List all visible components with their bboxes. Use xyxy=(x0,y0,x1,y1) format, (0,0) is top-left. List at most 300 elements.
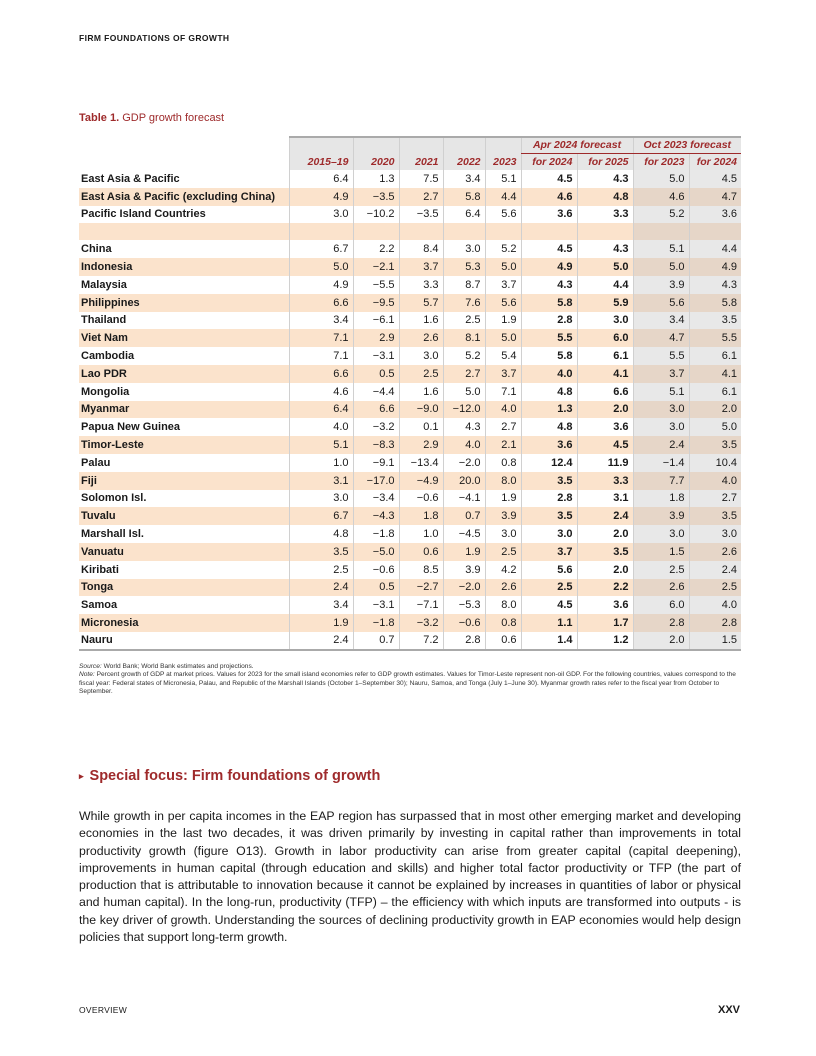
table-cell: 6.7 xyxy=(289,240,353,258)
table-cell: 4.9 xyxy=(521,258,577,276)
table-title-text: GDP growth forecast xyxy=(122,112,225,124)
table-cell: −3.2 xyxy=(399,614,443,632)
table-row xyxy=(79,383,741,401)
table-cell: 4.8 xyxy=(521,418,577,436)
table-cell: 5.0 xyxy=(485,329,521,347)
table-cell: 1.6 xyxy=(399,312,443,330)
table-cell: −4.9 xyxy=(399,472,443,490)
row-label: Nauru xyxy=(79,632,289,650)
table-cell: 4.4 xyxy=(577,276,633,294)
column-header: 2023 xyxy=(485,153,521,170)
table-cell: 4.5 xyxy=(521,170,577,188)
table-cell: 1.7 xyxy=(577,614,633,632)
table-cell: 1.4 xyxy=(521,632,577,650)
table-cell: 3.0 xyxy=(289,206,353,224)
table-cell: 3.9 xyxy=(633,507,689,525)
column-header: for 2024 xyxy=(521,153,577,170)
table-cell: 2.0 xyxy=(577,525,633,543)
row-label: Palau xyxy=(81,456,111,469)
column-header: 2021 xyxy=(399,153,443,170)
table-cell: 4.9 xyxy=(689,258,741,276)
table-row xyxy=(79,206,741,224)
table-cell: 5.1 xyxy=(485,170,521,188)
table-cell: 2.8 xyxy=(521,490,577,508)
table-cell: 6.6 xyxy=(289,294,353,312)
row-label: Solomon Isl. xyxy=(81,492,147,505)
table-cell: −3.4 xyxy=(353,490,399,508)
table-cell: 0.8 xyxy=(485,454,521,472)
table-cell: 5.5 xyxy=(633,347,689,365)
table-cell: 2.8 xyxy=(443,632,485,650)
table-row xyxy=(79,472,741,490)
table-cell: 20.0 xyxy=(443,472,485,490)
table-cell: −4.5 xyxy=(443,525,485,543)
table-cell: −9.5 xyxy=(353,294,399,312)
table-row xyxy=(79,276,741,294)
table-row xyxy=(79,614,741,632)
table-cell: 7.1 xyxy=(289,329,353,347)
table-cell: 5.0 xyxy=(633,170,689,188)
source-note: Source: World Bank; World Bank estimates and projections. xyxy=(79,663,254,670)
table-cell: 6.1 xyxy=(689,383,741,401)
table-cell: −10.2 xyxy=(353,206,399,224)
note-text: Note: Percent growth of GDP at market prices. Values for 2023 for the small island economies refer to GDP growth estimates. Values for Timor-Leste represent non-oil GDP. For the following countries, values correspond to the fiscal year: Federal states of Micronesia, Palau, and Republic of the Marshall Islands (October 1–September 30); Nauru, Samoa, and Tonga (July 1–June 30). Myanmar growth rates refer to the fiscal year from October to September. xyxy=(79,671,736,695)
table-row xyxy=(79,490,741,508)
table-cell: 4.0 xyxy=(289,418,353,436)
table-cell: 4.3 xyxy=(443,418,485,436)
row-label: Lao PDR xyxy=(79,365,289,383)
table-row xyxy=(79,596,741,614)
table-cell: 3.0 xyxy=(399,347,443,365)
table-cell: 4.5 xyxy=(689,170,741,188)
table-row xyxy=(79,240,741,258)
table-cell: 3.0 xyxy=(521,525,577,543)
table-cell: 2.1 xyxy=(485,436,521,454)
table-cell: 3.0 xyxy=(485,525,521,543)
table-cell: 3.7 xyxy=(521,543,577,561)
row-label: Thailand xyxy=(81,314,127,327)
row-label: East Asia & Pacific (excluding China) xyxy=(79,188,289,206)
table-cell: 6.1 xyxy=(577,347,633,365)
row-label: Indonesia xyxy=(79,258,289,276)
table-row xyxy=(79,294,741,312)
table-cell: 7.1 xyxy=(289,347,353,365)
row-label: Kiribati xyxy=(81,563,119,576)
table-cell: 5.4 xyxy=(485,347,521,365)
table-cell: 8.0 xyxy=(485,472,521,490)
table-row xyxy=(79,543,741,561)
table-cell: −3.2 xyxy=(353,418,399,436)
table-cell: 5.2 xyxy=(443,347,485,365)
table-cell: 1.8 xyxy=(399,507,443,525)
table-cell: 6.0 xyxy=(577,329,633,347)
table-cell: 5.1 xyxy=(633,383,689,401)
table-cell: −8.3 xyxy=(353,436,399,454)
table-cell: 0.5 xyxy=(353,579,399,597)
table-cell: 11.9 xyxy=(577,454,633,472)
table-cell: 5.1 xyxy=(289,436,353,454)
table-cell: 3.1 xyxy=(577,490,633,508)
table-cell: 5.5 xyxy=(689,329,741,347)
table-cell: 8.5 xyxy=(399,561,443,579)
table-cell: 4.4 xyxy=(485,188,521,206)
table-cell: 6.1 xyxy=(689,347,741,365)
table-cell: 3.0 xyxy=(633,418,689,436)
table-cell: 5.6 xyxy=(633,294,689,312)
table-cell: 3.7 xyxy=(399,258,443,276)
table-cell: −6.1 xyxy=(353,312,399,330)
table-cell xyxy=(399,223,443,240)
table-cell: 3.0 xyxy=(689,525,741,543)
table-row xyxy=(79,401,741,419)
table-cell: 2.4 xyxy=(577,507,633,525)
table-cell: 3.6 xyxy=(521,436,577,454)
table-cell: 2.7 xyxy=(689,490,741,508)
table-cell: 2.5 xyxy=(521,579,577,597)
table-cell: 3.5 xyxy=(521,507,577,525)
column-header: for 2024 xyxy=(689,153,741,170)
table-cell: 3.0 xyxy=(577,312,633,330)
table-cell: 4.5 xyxy=(521,596,577,614)
table-cell: −4.3 xyxy=(353,507,399,525)
row-label: Mongolia xyxy=(81,385,130,398)
table-row xyxy=(79,579,741,597)
table-cell: 4.5 xyxy=(521,240,577,258)
table-cell: 3.5 xyxy=(689,507,741,525)
table-row xyxy=(79,436,741,454)
table-cell: 2.4 xyxy=(689,561,741,579)
table-cell: 10.4 xyxy=(689,454,741,472)
table-cell xyxy=(633,223,689,240)
table-cell: 5.0 xyxy=(577,258,633,276)
row-label: Myanmar xyxy=(79,401,289,419)
row-label: Timor-Leste xyxy=(79,436,289,454)
table-cell: −5.0 xyxy=(353,543,399,561)
row-label: Philippines xyxy=(79,294,289,312)
table-cell: 2.7 xyxy=(399,188,443,206)
table-cell: 5.6 xyxy=(521,561,577,579)
table-cell: 3.3 xyxy=(399,276,443,294)
table-cell: 2.9 xyxy=(399,436,443,454)
table-cell: 0.6 xyxy=(399,543,443,561)
table-row xyxy=(79,347,741,365)
table-cell: 3.4 xyxy=(443,170,485,188)
table-cell: 3.6 xyxy=(577,418,633,436)
table-cell: −3.5 xyxy=(399,206,443,224)
table-cell: 2.0 xyxy=(577,401,633,419)
column-header: 2022 xyxy=(443,153,485,170)
table-cell: 2.7 xyxy=(485,418,521,436)
table-cell: −1.4 xyxy=(633,454,689,472)
table-cell: 4.3 xyxy=(521,276,577,294)
table-cell: 1.3 xyxy=(521,401,577,419)
row-label: Samoa xyxy=(81,599,118,612)
table-row xyxy=(79,312,741,330)
table-cell: 3.6 xyxy=(521,206,577,224)
table-notes xyxy=(79,663,741,696)
table-cell: 5.0 xyxy=(289,258,353,276)
table-number: Table 1. xyxy=(79,112,120,124)
table-cell: 2.0 xyxy=(689,401,741,419)
table-cell: 4.9 xyxy=(289,276,353,294)
table-cell: 0.5 xyxy=(353,365,399,383)
table-cell: 4.0 xyxy=(443,436,485,454)
table-cell: 0.7 xyxy=(353,632,399,650)
table-cell: 1.0 xyxy=(399,525,443,543)
row-label: Papua New Guinea xyxy=(81,421,181,434)
table-cell: 5.0 xyxy=(485,258,521,276)
table-cell: −5.3 xyxy=(443,596,485,614)
table-cell: 3.5 xyxy=(689,312,741,330)
table-cell: 1.8 xyxy=(633,490,689,508)
table-cell: −9.0 xyxy=(399,401,443,419)
table-cell: −2.0 xyxy=(443,454,485,472)
table-cell: −7.1 xyxy=(399,596,443,614)
page-number: XXV xyxy=(717,1004,740,1016)
table-cell: −4.1 xyxy=(443,490,485,508)
table-cell: 5.1 xyxy=(633,240,689,258)
table-cell: 2.2 xyxy=(353,240,399,258)
table-cell: 4.9 xyxy=(289,188,353,206)
table-cell: 2.0 xyxy=(633,632,689,650)
table-cell: −5.5 xyxy=(353,276,399,294)
table-cell: 4.3 xyxy=(577,240,633,258)
table-cell: 7.6 xyxy=(443,294,485,312)
column-header: for 2023 xyxy=(633,153,689,170)
table-cell: 3.9 xyxy=(443,561,485,579)
table-cell: 5.0 xyxy=(443,383,485,401)
table-cell: 2.7 xyxy=(443,365,485,383)
table-cell: 5.3 xyxy=(443,258,485,276)
table-cell: 5.5 xyxy=(521,329,577,347)
table-cell: 4.7 xyxy=(633,329,689,347)
row-label: Tonga xyxy=(79,579,289,597)
table-cell: 4.2 xyxy=(485,561,521,579)
table-cell: 2.6 xyxy=(633,579,689,597)
table-cell: 4.6 xyxy=(521,188,577,206)
table-cell: −12.0 xyxy=(443,401,485,419)
table-cell: 5.6 xyxy=(485,294,521,312)
table-cell: −1.8 xyxy=(353,525,399,543)
table-cell: 5.7 xyxy=(399,294,443,312)
table-cell: 8.7 xyxy=(443,276,485,294)
row-label: Vanuatu xyxy=(79,543,289,561)
chevron-right-icon: ▸ xyxy=(79,771,84,781)
table-cell: 3.9 xyxy=(485,507,521,525)
column-header: for 2025 xyxy=(577,153,633,170)
table-cell: −2.0 xyxy=(443,579,485,597)
table-cell: 3.6 xyxy=(577,596,633,614)
apr-forecast-header: Apr 2024 forecast xyxy=(521,137,633,153)
row-label: Marshall Isl. xyxy=(81,528,144,541)
table-cell: 3.5 xyxy=(289,543,353,561)
table-cell: 4.0 xyxy=(689,472,741,490)
table-cell: −0.6 xyxy=(443,614,485,632)
row-label: Viet Nam xyxy=(79,329,289,347)
table-cell: 1.5 xyxy=(633,543,689,561)
table-cell: 4.4 xyxy=(689,240,741,258)
table-cell: 0.1 xyxy=(399,418,443,436)
footer-section-label: OVERVIEW xyxy=(79,1005,128,1015)
table-cell: 0.6 xyxy=(485,632,521,650)
table-cell: 4.1 xyxy=(689,365,741,383)
table-cell: −3.5 xyxy=(353,188,399,206)
row-label: China xyxy=(81,243,112,256)
table-cell: 2.8 xyxy=(633,614,689,632)
table-cell: 5.8 xyxy=(689,294,741,312)
table-cell xyxy=(485,223,521,240)
table-cell: 4.8 xyxy=(577,188,633,206)
table-cell: 4.6 xyxy=(633,188,689,206)
table-row xyxy=(79,632,741,650)
table-cell: 6.7 xyxy=(289,507,353,525)
table-cell: 6.6 xyxy=(577,383,633,401)
table-cell: 2.2 xyxy=(577,579,633,597)
table-cell: 1.6 xyxy=(399,383,443,401)
table-body xyxy=(79,170,741,650)
table-cell: 1.9 xyxy=(485,312,521,330)
table-cell: 4.8 xyxy=(289,525,353,543)
table-cell: 3.4 xyxy=(289,312,353,330)
table-cell: 6.4 xyxy=(289,401,353,419)
table-cell: 4.3 xyxy=(577,170,633,188)
table-cell: −4.4 xyxy=(353,383,399,401)
table-cell: 4.0 xyxy=(521,365,577,383)
table-cell: 2.5 xyxy=(289,561,353,579)
table-cell: 5.0 xyxy=(633,258,689,276)
gdp-growth-table xyxy=(79,136,741,651)
table-cell: 8.1 xyxy=(443,329,485,347)
table-cell: 1.9 xyxy=(289,614,353,632)
table-cell: 3.7 xyxy=(633,365,689,383)
table-cell: 5.8 xyxy=(443,188,485,206)
table-cell: 3.3 xyxy=(577,206,633,224)
row-label: Malaysia xyxy=(81,278,127,291)
table-cell: 4.0 xyxy=(689,596,741,614)
row-label: Tuvalu xyxy=(79,507,289,525)
section-heading-text: Special focus: Firm foundations of growth xyxy=(89,768,381,784)
table-cell: 5.6 xyxy=(485,206,521,224)
table-cell: 3.7 xyxy=(485,276,521,294)
table-row xyxy=(79,561,741,579)
table-cell: 4.3 xyxy=(689,276,741,294)
table-cell: 6.6 xyxy=(353,401,399,419)
row-label: Cambodia xyxy=(81,350,135,363)
table-cell: 3.0 xyxy=(289,490,353,508)
table-cell: 1.0 xyxy=(289,454,353,472)
table-cell: 1.1 xyxy=(521,614,577,632)
table-row xyxy=(79,507,741,525)
table-cell: 2.4 xyxy=(289,632,353,650)
table-cell: 1.9 xyxy=(485,490,521,508)
table-cell: −9.1 xyxy=(353,454,399,472)
table-row xyxy=(79,223,741,240)
table-cell: 6.4 xyxy=(289,170,353,188)
table-cell: 2.8 xyxy=(689,614,741,632)
column-header: 2020 xyxy=(353,153,399,170)
table-cell: 3.5 xyxy=(577,543,633,561)
table-cell: 6.4 xyxy=(443,206,485,224)
table-cell: 2.6 xyxy=(485,579,521,597)
table-cell: 5.8 xyxy=(521,347,577,365)
table-row xyxy=(79,365,741,383)
section-heading xyxy=(79,768,380,784)
table-cell: 7.2 xyxy=(399,632,443,650)
table-cell: 2.9 xyxy=(353,329,399,347)
table-cell xyxy=(443,223,485,240)
table-cell: −17.0 xyxy=(353,472,399,490)
table-cell: 2.6 xyxy=(689,543,741,561)
table-cell: 3.7 xyxy=(485,365,521,383)
table-cell: 8.0 xyxy=(485,596,521,614)
table-cell: −0.6 xyxy=(353,561,399,579)
table-row xyxy=(79,188,741,206)
table-cell: 12.4 xyxy=(521,454,577,472)
table-title xyxy=(79,112,224,124)
table-row xyxy=(79,525,741,543)
table-cell: −13.4 xyxy=(399,454,443,472)
table-cell: 3.1 xyxy=(289,472,353,490)
table-cell: −2.7 xyxy=(399,579,443,597)
table-cell: 0.7 xyxy=(443,507,485,525)
table-cell: 2.4 xyxy=(289,579,353,597)
table-cell: 4.5 xyxy=(577,436,633,454)
table-cell: −0.6 xyxy=(399,490,443,508)
table-cell: 3.5 xyxy=(521,472,577,490)
table-cell: 3.0 xyxy=(633,525,689,543)
table-column-header-row xyxy=(79,153,741,170)
table-cell: 5.2 xyxy=(633,206,689,224)
table-cell: 1.5 xyxy=(689,632,741,650)
table-cell: 6.6 xyxy=(289,365,353,383)
table-cell: 7.1 xyxy=(485,383,521,401)
table-cell: 5.8 xyxy=(521,294,577,312)
table-cell: 2.5 xyxy=(689,579,741,597)
table-header-group-row xyxy=(79,137,741,153)
table-cell xyxy=(577,223,633,240)
table-cell: 3.0 xyxy=(633,401,689,419)
table-cell: 2.0 xyxy=(577,561,633,579)
table-cell: 7.5 xyxy=(399,170,443,188)
oct-forecast-header: Oct 2023 forecast xyxy=(633,137,741,153)
row-label xyxy=(79,223,289,240)
table-cell: 1.9 xyxy=(443,543,485,561)
row-label: Pacific Island Countries xyxy=(81,208,206,221)
table-cell: 4.8 xyxy=(521,383,577,401)
row-label: Micronesia xyxy=(79,614,289,632)
table-cell: 3.4 xyxy=(289,596,353,614)
table-cell: 0.8 xyxy=(485,614,521,632)
table-cell: 2.6 xyxy=(399,329,443,347)
table-cell: 3.4 xyxy=(633,312,689,330)
table-cell: 8.4 xyxy=(399,240,443,258)
table-cell: 4.1 xyxy=(577,365,633,383)
table-cell: 4.7 xyxy=(689,188,741,206)
table-cell: 2.4 xyxy=(633,436,689,454)
table-cell xyxy=(521,223,577,240)
table-cell xyxy=(689,223,741,240)
table-row xyxy=(79,170,741,188)
table-cell: 3.6 xyxy=(689,206,741,224)
table-cell: −3.1 xyxy=(353,347,399,365)
table-cell: 2.5 xyxy=(485,543,521,561)
table-row xyxy=(79,418,741,436)
table-cell: −2.1 xyxy=(353,258,399,276)
table-cell: 3.5 xyxy=(689,436,741,454)
table-cell: −3.1 xyxy=(353,596,399,614)
row-label: East Asia & Pacific xyxy=(81,172,180,185)
table-cell: −1.8 xyxy=(353,614,399,632)
